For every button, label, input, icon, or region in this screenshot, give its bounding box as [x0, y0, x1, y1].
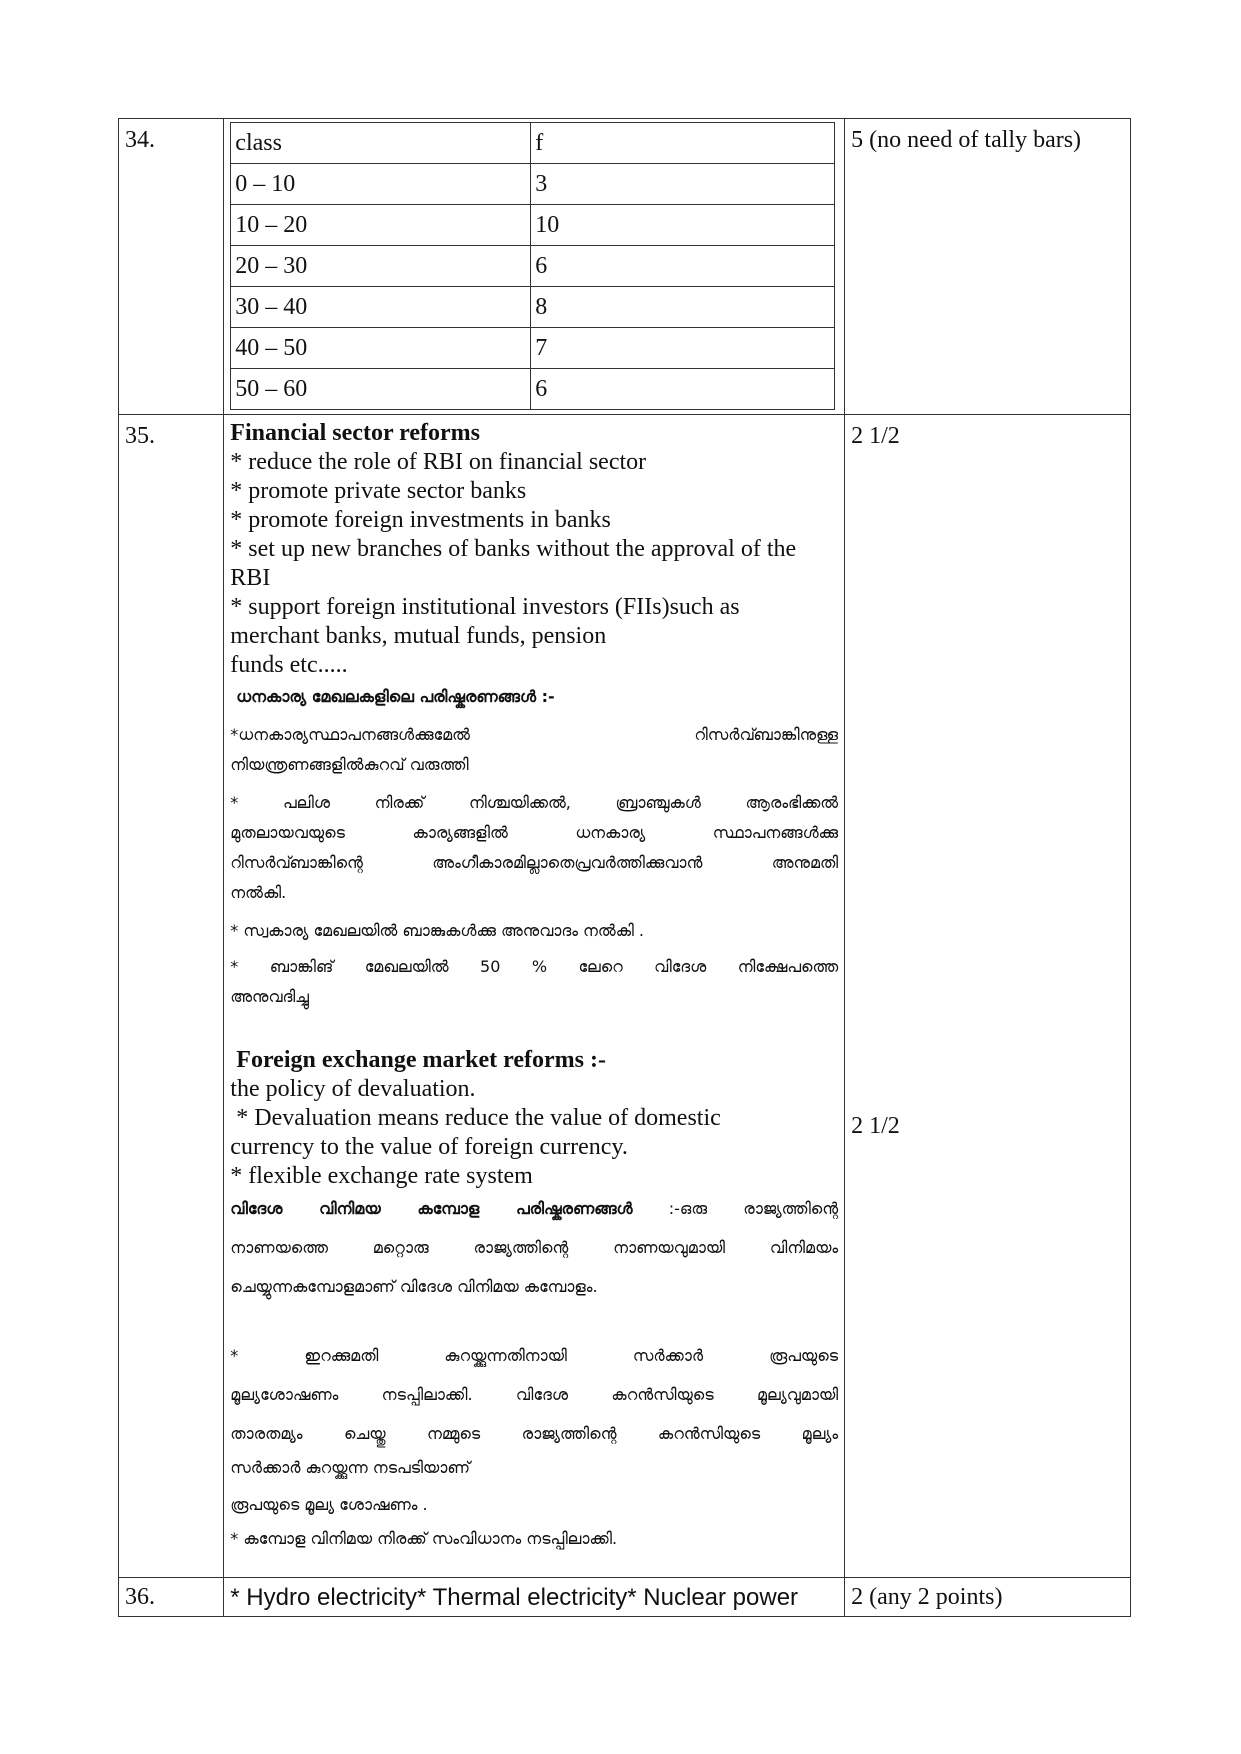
point-line: * promote foreign investments in banks — [230, 507, 611, 533]
frequency-table-header — [231, 123, 835, 164]
ml-heading-financial: ധനകാര്യ മേഖലകളിലെ പരിഷ്കരണങ്ങൾ :- — [236, 687, 555, 706]
question-number: 36. — [125, 1584, 155, 1610]
point-line: * promote private sector banks — [230, 478, 527, 504]
mark-value-forex: 2 1/2 — [851, 1113, 900, 1139]
question-row-34 — [119, 119, 1131, 415]
section-heading-forex: Foreign exchange market reforms :- — [236, 1047, 606, 1073]
class-interval: 50 – 60 — [231, 369, 531, 410]
ml-text: :-ഒരു രാജ്യത്തിന്റെ — [668, 1199, 839, 1218]
class-interval: 40 – 50 — [231, 328, 531, 369]
point-line: funds etc..... — [230, 652, 348, 678]
ml-line: * സ്വകാര്യ മേഖലയിൽ ബാങ്കുകൾക്കു അനുവാദം നൽകി . — [230, 921, 644, 940]
mark-cell — [845, 1578, 1131, 1617]
header-frequency: f — [531, 123, 835, 164]
ml-line: രൂപയുടെ മൂല്യ ശോഷണം . — [230, 1495, 428, 1514]
answer-cell — [224, 415, 845, 1578]
question-number: 35. — [125, 423, 155, 449]
mark-cell — [845, 415, 1131, 1578]
table-row — [231, 369, 835, 410]
ml-paragraph — [230, 916, 838, 946]
mark-value: 5 (no need of tally bars) — [851, 127, 1082, 153]
ml-line: അനുവദിച്ചു — [230, 987, 309, 1006]
answer-cell — [224, 1578, 845, 1617]
ml-line: നാണയത്തെ മറ്റൊരു രാജ്യത്തിന്റെ നാണയവുമായി വിനിമയം — [230, 1238, 839, 1257]
point-line: the policy of devaluation. — [230, 1076, 476, 1102]
ml-line: * കമ്പോള വിനിമയ നിരക്ക് സംവിധാനം നടപ്പിലാക്കി. — [230, 1529, 618, 1548]
frequency-value: 6 — [531, 369, 835, 410]
class-interval: 20 – 30 — [231, 246, 531, 287]
table-row — [231, 246, 835, 287]
ml-line: നിയന്ത്രണങ്ങളിൽകുറവ് വരുത്തി — [230, 755, 469, 774]
header-class: class — [231, 123, 531, 164]
ml-line: ചെയ്യുന്നകമ്പോളമാണ് വിദേശ വിനിമയ കമ്പോളം. — [230, 1277, 598, 1296]
ml-line: * ഇറക്കുമതി കുറയ്ക്കുന്നതിനായി സർക്കാർ രൂപയുടെ — [230, 1346, 839, 1365]
ml-line: * ബാങ്കിങ് മേഖലയിൽ 50 % ലേറെ വിദേശ നിക്ഷേപത്തെ — [230, 957, 839, 976]
point-line: currency to the value of foreign currency. — [230, 1134, 628, 1160]
ml-paragraph — [230, 720, 838, 780]
mark-cell — [845, 119, 1131, 415]
ml-line: മുതലായവയുടെ കാര്യങ്ങളിൽ ധനകാര്യ സ്ഥാപനങ്ങൾക്കു — [230, 823, 839, 842]
mark-value-financial: 2 1/2 — [851, 423, 900, 449]
question-number-cell — [119, 119, 224, 415]
point-line: RBI — [230, 565, 271, 591]
answer-cell — [224, 119, 845, 415]
table-row — [231, 287, 835, 328]
table-row — [231, 205, 835, 246]
question-number-cell — [119, 1578, 224, 1617]
question-row-35 — [119, 415, 1131, 1578]
point-line: * set up new branches of banks without the approval of the — [230, 536, 797, 562]
ml-line: താരതമ്യം ചെയ്തു നമ്മുടെ രാജ്യത്തിന്റെ കറൻസിയുടെ മൂല്യം — [230, 1424, 839, 1443]
ml-line: * പലിശ നിരക്ക് നിശ്ചയിക്കൽ, ബ്രാഞ്ചുകൾ ആരംഭിക്കൽ — [230, 793, 839, 812]
frequency-value: 10 — [531, 205, 835, 246]
ml-line: നൽകി. — [230, 883, 287, 902]
ml-line: *ധനകാര്യസ്ഥാപനങ്ങൾക്കുമേൽ റിസർവ്ബാങ്കിനുള്ള — [230, 725, 839, 744]
ml-paragraph — [230, 952, 838, 1012]
answer-key-table — [118, 118, 1131, 1617]
mark-value: 2 (any 2 points) — [851, 1584, 1003, 1610]
table-row — [231, 328, 835, 369]
frequency-value: 8 — [531, 287, 835, 328]
class-interval: 30 – 40 — [231, 287, 531, 328]
ml-paragraph — [230, 788, 838, 908]
question-number-cell — [119, 415, 224, 1578]
point-line: * support foreign institutional investors (FIIs)such as — [230, 594, 740, 620]
point-line: * reduce the role of RBI on financial sector — [230, 449, 647, 475]
ml-line — [230, 1189, 838, 1228]
question-number: 34. — [125, 127, 155, 153]
ml-line: റിസർവ്ബാങ്കിന്റെ അംഗീകാരമില്ലാതെപ്രവർത്തിക്കുവാൻ അനുമതി — [230, 853, 839, 872]
table-row — [231, 164, 835, 205]
frequency-value: 3 — [531, 164, 835, 205]
ml-bold-term: വിദേശ വിനിമയ കമ്പോള പരിഷ്കരണങ്ങൾ — [230, 1199, 633, 1218]
question-row-36 — [119, 1578, 1131, 1617]
point-line: merchant banks, mutual funds, pension — [230, 623, 607, 649]
class-interval: 10 – 20 — [231, 205, 531, 246]
section-heading-financial: Financial sector reforms — [230, 420, 481, 446]
frequency-value: 6 — [531, 246, 835, 287]
ml-line: സർക്കാർ കുറയ്ക്കുന്ന നടപടിയാണ് — [230, 1458, 471, 1477]
ml-line: മൂല്യശോഷണം നടപ്പിലാക്കി. വിദേശ കറൻസിയുടെ മൂല്യവുമായി — [230, 1385, 839, 1404]
frequency-value: 7 — [531, 328, 835, 369]
frequency-table — [230, 122, 835, 410]
answer-text: * Hydro electricity* Thermal electricity* Nuclear power — [230, 1584, 799, 1611]
point-line: * flexible exchange rate system — [230, 1163, 533, 1189]
class-interval: 0 – 10 — [231, 164, 531, 205]
point-line: * Devaluation means reduce the value of domestic — [230, 1105, 721, 1131]
